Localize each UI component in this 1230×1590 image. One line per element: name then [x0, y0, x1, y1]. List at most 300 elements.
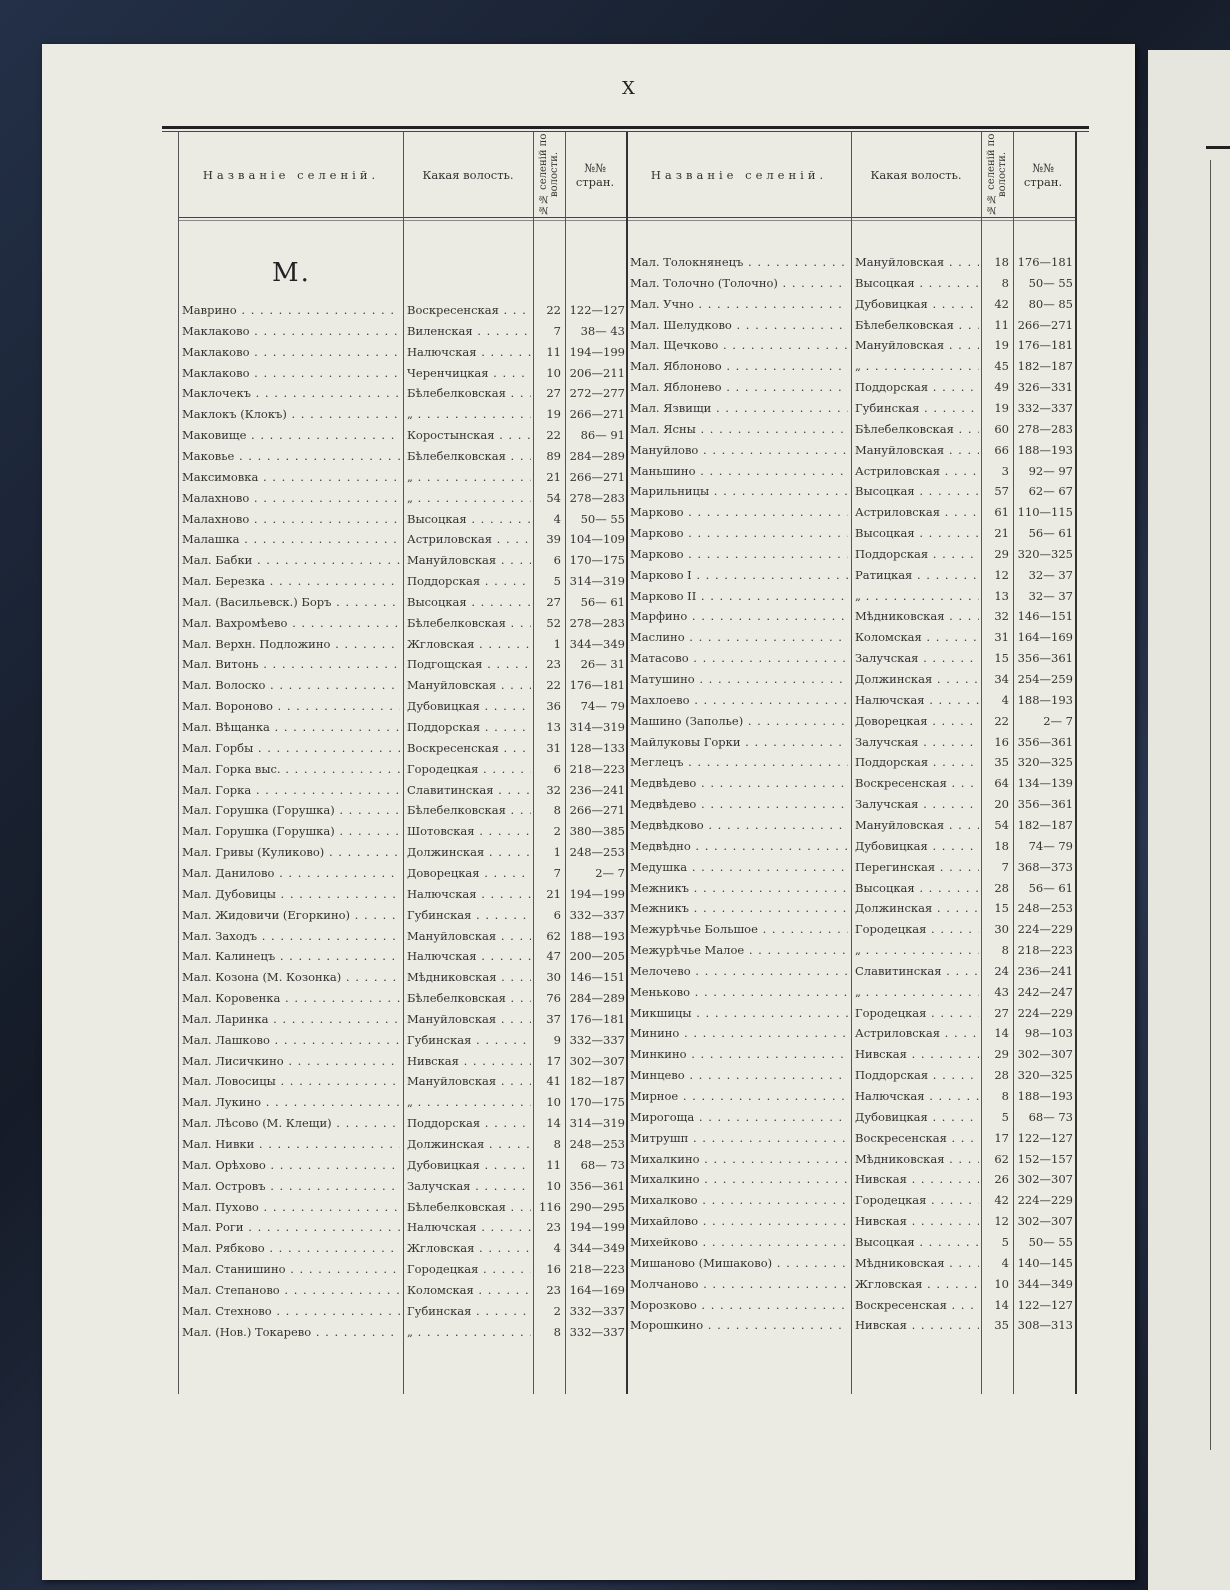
- page-range: 224—229: [1017, 922, 1073, 937]
- page-range: 164—169: [1017, 630, 1073, 645]
- village-number: 8: [1001, 943, 1009, 958]
- volost-name: Славитинская . . .: [855, 961, 979, 981]
- volost-name: Мануйловская . . .: [407, 926, 531, 946]
- volost-name: Залучская . . .: [855, 732, 979, 752]
- page-range: 26— 31: [580, 657, 625, 672]
- volost-name: Жгловская . . .: [855, 1274, 979, 1294]
- left-table-row: [178, 1155, 626, 1175]
- page-range: 302—307: [1017, 1214, 1073, 1229]
- volost-name: Воскресенская . . .: [855, 773, 979, 793]
- left-table-row: [178, 550, 626, 570]
- right-table-row: [626, 940, 1074, 960]
- village-number: 36: [546, 699, 561, 714]
- volost-name: Мануйловская . . .: [407, 550, 531, 570]
- left-table-row: [178, 529, 626, 549]
- page-range: 314—319: [569, 1116, 625, 1131]
- village-name: Максимовка . . .: [182, 467, 400, 487]
- page-range: 218—223: [569, 1262, 625, 1277]
- village-number: 8: [553, 803, 561, 818]
- right-table-row: [626, 1086, 1074, 1106]
- right-table-row: [626, 1274, 1074, 1294]
- village-number: 28: [994, 880, 1009, 895]
- right-table-row: [626, 502, 1074, 522]
- village-name: Михайлово . . .: [630, 1211, 848, 1231]
- left-table-row: [178, 1071, 626, 1091]
- right-table-row: [626, 648, 1074, 668]
- left-table-row: [178, 738, 626, 758]
- village-number: 3: [1001, 463, 1009, 478]
- page-range: 32— 37: [1028, 588, 1073, 603]
- village-number: 19: [994, 338, 1009, 353]
- village-number: 62: [994, 1151, 1009, 1166]
- left-table-row: [178, 425, 626, 445]
- volost-name: Нивская . . .: [407, 1051, 531, 1071]
- volost-name: Бѣлебелковская . . .: [855, 315, 979, 335]
- volost-name: Мѣдниковская . . .: [855, 1253, 979, 1273]
- left-table-row: [178, 1092, 626, 1112]
- village-number: 22: [546, 303, 561, 317]
- page-range: 74— 79: [1028, 838, 1073, 853]
- volost-name: Славитинская . . .: [407, 780, 531, 800]
- village-number: 35: [994, 755, 1009, 770]
- right-table-row: [626, 586, 1074, 606]
- page-range: 86— 91: [580, 428, 625, 443]
- left-table-row: [178, 1238, 626, 1258]
- village-name: Махлоево . . .: [630, 690, 848, 710]
- village-number: 1: [553, 636, 561, 651]
- village-name: Меглецъ . . .: [630, 752, 848, 772]
- village-name: Минкино . . .: [630, 1044, 848, 1064]
- village-number: 27: [546, 594, 561, 609]
- village-name: Малашка . . .: [182, 529, 400, 549]
- village-number: 52: [546, 615, 561, 630]
- page-range: 278—283: [569, 615, 625, 630]
- village-number: 4: [553, 1241, 561, 1256]
- volost-name: Дубовицкая . . .: [855, 1107, 979, 1127]
- village-number: 11: [546, 344, 561, 359]
- village-name: Мал. Орѣхово . . .: [182, 1155, 400, 1175]
- village-number: 8: [553, 1324, 561, 1339]
- volost-name: Залучская . . .: [407, 1176, 531, 1196]
- page-range: 68— 73: [1028, 1109, 1073, 1124]
- page-range: 332—337: [569, 1324, 625, 1339]
- page-range: 320—325: [1017, 755, 1073, 770]
- header-num-right: №№ селеній по волости.: [986, 133, 1008, 216]
- village-name: Матасово . . .: [630, 648, 848, 668]
- village-name: Марильницы . . .: [630, 481, 848, 501]
- column-line-right: [1075, 132, 1077, 1394]
- volost-name: „ . . .: [855, 586, 979, 606]
- page-range: 356—361: [1017, 797, 1073, 812]
- village-name: Михейково . . .: [630, 1232, 848, 1252]
- volost-name: Мѣдниковская . . .: [855, 606, 979, 626]
- page-range: 74— 79: [580, 699, 625, 714]
- page-range: 38— 43: [580, 323, 625, 338]
- volost-name: Городецкая . . .: [407, 759, 531, 779]
- village-number: 31: [546, 740, 561, 755]
- village-number: 116: [539, 1199, 561, 1214]
- village-name: Михалкино . . .: [630, 1169, 848, 1189]
- left-table-row: [178, 717, 626, 737]
- village-name: Мал. (Васильевск.) Боръ . . .: [182, 592, 400, 612]
- village-number: 10: [546, 365, 561, 380]
- right-table-row: [626, 1295, 1074, 1315]
- left-table-row: [178, 696, 626, 716]
- volost-name: Астриловская . . .: [855, 1023, 979, 1043]
- page-range: 356—361: [569, 1178, 625, 1193]
- village-name: Маньшино . . .: [630, 461, 848, 481]
- volost-name: „ . . .: [407, 488, 531, 508]
- village-number: 24: [994, 963, 1009, 978]
- village-name: Мелочево . . .: [630, 961, 848, 981]
- volost-name: Должинская . . .: [407, 1134, 531, 1154]
- village-number: 19: [546, 407, 561, 422]
- village-name: Мал. Березка . . .: [182, 571, 400, 591]
- village-number: 8: [1001, 1089, 1009, 1103]
- village-name: Марково . . .: [630, 523, 848, 543]
- volost-name: Доворецкая . . .: [407, 863, 531, 883]
- right-table-row: [626, 356, 1074, 376]
- village-name: Мал. Гривы (Куликово) . . .: [182, 842, 400, 862]
- village-number: 42: [994, 296, 1009, 311]
- page-range: 248—253: [569, 1137, 625, 1151]
- left-table-row: [178, 1259, 626, 1279]
- right-table-row: [626, 1169, 1074, 1189]
- village-number: 34: [994, 672, 1009, 686]
- right-table-row: [626, 752, 1074, 772]
- village-number: 89: [546, 448, 561, 463]
- page-range: 32— 37: [1028, 567, 1073, 582]
- volost-name: Коростынская . . .: [407, 425, 531, 445]
- left-table-row: [178, 1322, 626, 1342]
- volost-name: Налючская . . .: [407, 946, 531, 966]
- left-table-row: [178, 1301, 626, 1321]
- village-name: Марково . . .: [630, 544, 848, 564]
- village-name: Минино . . .: [630, 1023, 848, 1043]
- village-name: Мал. Степаново . . .: [182, 1280, 400, 1300]
- header-pages-left: №№ стран.: [575, 160, 615, 189]
- page-range: 50— 55: [580, 511, 625, 526]
- header-volost-left: Какая волость.: [422, 167, 514, 182]
- village-number: 7: [553, 323, 561, 338]
- left-table-row: [178, 967, 626, 987]
- village-name: Мал. Вѣщанка . . .: [182, 717, 400, 737]
- right-table-row: [626, 1128, 1074, 1148]
- village-number: 20: [994, 797, 1009, 812]
- village-name: Маковище . . .: [182, 425, 400, 445]
- village-number: 6: [553, 553, 561, 568]
- right-table-row: [626, 836, 1074, 856]
- page-range: 320—325: [1017, 546, 1073, 561]
- village-number: 47: [546, 949, 561, 964]
- village-name: Мал. Горка . . .: [182, 780, 400, 800]
- village-number: 21: [546, 469, 561, 484]
- page-range: 344—349: [1017, 1276, 1073, 1291]
- page-range: 146—151: [569, 970, 625, 985]
- volost-name: Поддорская . . .: [855, 1065, 979, 1085]
- volost-name: Высоцкая . . .: [407, 509, 531, 529]
- village-name: Мал. Язвищи . . .: [630, 398, 848, 418]
- volost-name: Бѣлебелковская . . .: [855, 419, 979, 439]
- village-name: Мал. Толочно (Толочно) . . .: [630, 273, 848, 293]
- page-range: 344—349: [569, 1241, 625, 1256]
- page-range: 110—115: [1017, 505, 1073, 520]
- village-name: Мал. Ларинка . . .: [182, 1009, 400, 1029]
- right-table-row: [626, 294, 1074, 314]
- volost-name: Поддорская . . .: [855, 377, 979, 397]
- village-name: Маклаково . . .: [182, 363, 400, 383]
- page-range: 182—187: [569, 1074, 625, 1089]
- right-table-row: [626, 1023, 1074, 1043]
- right-table-row: [626, 711, 1074, 731]
- volost-name: Высоцкая . . .: [855, 878, 979, 898]
- left-table-row: [178, 613, 626, 633]
- page-range: 344—349: [569, 636, 625, 651]
- volost-name: Перегинская . . .: [855, 857, 979, 877]
- page-range: 326—331: [1017, 380, 1073, 395]
- page-range: 308—313: [1017, 1318, 1073, 1333]
- volost-name: Мануйловская . . .: [407, 675, 531, 695]
- village-name: Малахново . . .: [182, 509, 400, 529]
- village-name: Мал. Жидовичи (Егоркино) . . .: [182, 905, 400, 925]
- volost-name: Доворецкая . . .: [855, 711, 979, 731]
- right-table-row: [626, 606, 1074, 626]
- right-table-row: [626, 377, 1074, 397]
- page-range: 254—259: [1017, 672, 1073, 686]
- village-name: Мал. Заходъ . . .: [182, 926, 400, 946]
- village-number: 9: [553, 1032, 561, 1047]
- village-name: Мануйлово . . .: [630, 440, 848, 460]
- village-name: Маклаково . . .: [182, 342, 400, 362]
- page-range: 128—133: [569, 740, 625, 755]
- right-table-row: [626, 1065, 1074, 1085]
- village-number: 13: [546, 720, 561, 734]
- page-range: 92— 97: [1028, 463, 1073, 478]
- village-name: Морошкино . . .: [630, 1315, 848, 1335]
- page-range: 50— 55: [1028, 1234, 1073, 1249]
- left-table-row: [178, 1113, 626, 1133]
- page-range: 266—271: [569, 469, 625, 484]
- village-name: Межникъ . . .: [630, 898, 848, 918]
- volost-name: Поддорская . . .: [407, 571, 531, 591]
- volost-name: Черенчицкая . . .: [407, 363, 531, 383]
- page-range: 176—181: [1017, 338, 1073, 353]
- page-range: 62— 67: [1028, 484, 1073, 499]
- village-number: 41: [546, 1074, 561, 1089]
- volost-name: Дубовицкая . . .: [855, 294, 979, 314]
- volost-name: Губинская . . .: [407, 905, 531, 925]
- header-num-left: №№ селеній по волости.: [538, 133, 560, 216]
- left-table-row: [178, 988, 626, 1008]
- left-table-row: [178, 571, 626, 591]
- left-table-row: [178, 842, 626, 862]
- volost-name: Мануйловская . . .: [855, 440, 979, 460]
- village-number: 11: [546, 1157, 561, 1172]
- volost-name: „ . . .: [407, 404, 531, 424]
- village-name: Марково . . .: [630, 502, 848, 522]
- village-name: Михалково . . .: [630, 1190, 848, 1210]
- volost-name: Поддорская . . .: [855, 752, 979, 772]
- volost-name: Коломская . . .: [855, 627, 979, 647]
- volost-name: Бѣлебелковская . . .: [407, 613, 531, 633]
- page-range: 98—103: [1024, 1026, 1073, 1041]
- volost-name: Городецкая . . .: [855, 1190, 979, 1210]
- village-number: 27: [994, 1005, 1009, 1020]
- right-table-row: [626, 1149, 1074, 1169]
- village-name: Мал. (Нов.) Токарево . . .: [182, 1322, 400, 1342]
- volost-name: Подгощская . . .: [407, 654, 531, 674]
- volost-name: Городецкая . . .: [407, 1259, 531, 1279]
- left-table-row: [178, 634, 626, 654]
- village-name: Мал. Вахромѣево . . .: [182, 613, 400, 633]
- left-table-row: [178, 1197, 626, 1217]
- village-number: 5: [1001, 1109, 1009, 1124]
- page-range: 224—229: [1017, 1193, 1073, 1208]
- village-name: Машино (Заполье) . . .: [630, 711, 848, 731]
- volost-name: „ . . .: [407, 467, 531, 487]
- page-range: 146—151: [1017, 609, 1073, 624]
- village-name: Мал. Лукино . . .: [182, 1092, 400, 1112]
- village-number: 7: [553, 865, 561, 880]
- volost-name: Городецкая . . .: [855, 919, 979, 939]
- page-range: 56— 61: [1028, 880, 1073, 895]
- volost-name: Мануйловская . . .: [855, 335, 979, 355]
- village-name: Мал. Волоско . . .: [182, 675, 400, 695]
- left-table-row: [178, 863, 626, 883]
- volost-name: Налючская . . .: [407, 884, 531, 904]
- left-table-row: [178, 821, 626, 841]
- village-number: 76: [546, 991, 561, 1006]
- volost-name: Губинская . . .: [407, 1301, 531, 1321]
- volost-name: Бѣлебелковская . . .: [407, 800, 531, 820]
- left-table-row: [178, 1009, 626, 1029]
- village-number: 30: [546, 970, 561, 985]
- village-name: Мал. Горушка (Горушка) . . .: [182, 821, 400, 841]
- volost-name: Высоцкая . . .: [855, 481, 979, 501]
- volost-name: Жгловская . . .: [407, 634, 531, 654]
- right-table-row: [626, 273, 1074, 293]
- right-table-row: [626, 794, 1074, 814]
- left-table-row: [178, 509, 626, 529]
- right-table-row: [626, 961, 1074, 981]
- right-table-row: [626, 1190, 1074, 1210]
- village-name: Медвѣдно . . .: [630, 836, 848, 856]
- village-number: 12: [994, 1214, 1009, 1229]
- page-range: 2— 7: [1043, 713, 1073, 728]
- village-name: Маковье . . .: [182, 446, 400, 466]
- page-range: 368—373: [1017, 859, 1073, 874]
- volost-name: Высоцкая . . .: [855, 1232, 979, 1252]
- right-table-row: [626, 461, 1074, 481]
- left-table-row: [178, 1280, 626, 1300]
- left-table-row: [178, 1217, 626, 1237]
- page-range: 164—169: [569, 1282, 625, 1297]
- village-name: Мал. Пухово . . .: [182, 1197, 400, 1217]
- right-table-row: [626, 565, 1074, 585]
- village-name: Медвѣдево . . .: [630, 794, 848, 814]
- village-name: Меньково . . .: [630, 982, 848, 1002]
- page-range: 284—289: [569, 991, 625, 1006]
- page-range: 194—199: [569, 1220, 625, 1235]
- right-table-row: [626, 982, 1074, 1002]
- left-table-row: [178, 905, 626, 925]
- volost-name: Поддорская . . .: [407, 717, 531, 737]
- left-table-row: [178, 300, 626, 320]
- village-name: Мал. Бабки . . .: [182, 550, 400, 570]
- volost-name: Мануйловская . . .: [407, 1009, 531, 1029]
- volost-name: Воскресенская . . .: [407, 738, 531, 758]
- page-range: 302—307: [1017, 1047, 1073, 1062]
- right-table-row: [626, 1315, 1074, 1335]
- village-name: Мал. Ловосицы . . .: [182, 1071, 400, 1091]
- village-number: 17: [994, 1130, 1009, 1145]
- village-name: Мал. Стехново . . .: [182, 1301, 400, 1321]
- page-range: 80— 85: [1028, 296, 1073, 311]
- village-number: 35: [994, 1318, 1009, 1333]
- left-table-row: [178, 926, 626, 946]
- left-table-row: [178, 759, 626, 779]
- right-table-row: [626, 335, 1074, 355]
- page-range: 236—241: [569, 782, 625, 797]
- village-name: Медвѣдево . . .: [630, 773, 848, 793]
- village-number: 23: [546, 657, 561, 672]
- page-range: 2— 7: [595, 865, 625, 880]
- volost-name: „ . . .: [407, 1322, 531, 1342]
- page-range: 332—337: [569, 1032, 625, 1047]
- village-name: Мал. Дубовицы . . .: [182, 884, 400, 904]
- village-number: 54: [546, 490, 561, 505]
- volost-name: Астриловская . . .: [407, 529, 531, 549]
- right-table-row: [626, 1232, 1074, 1252]
- page-range: 176—181: [569, 1011, 625, 1026]
- page-range: 188—193: [1017, 1089, 1073, 1103]
- page-range: 236—241: [1017, 963, 1073, 978]
- village-name: Маклаково . . .: [182, 321, 400, 341]
- right-table-row: [626, 1003, 1074, 1023]
- village-name: Марфино . . .: [630, 606, 848, 626]
- page-range: 356—361: [1017, 734, 1073, 749]
- village-name: Мал. Горбы . . .: [182, 738, 400, 758]
- left-table-row: [178, 446, 626, 466]
- top-rule: [162, 126, 1089, 129]
- page-range: 188—193: [569, 928, 625, 943]
- village-number: 22: [994, 713, 1009, 728]
- right-table-row: [626, 898, 1074, 918]
- village-number: 26: [994, 1172, 1009, 1187]
- right-table-row: [626, 627, 1074, 647]
- right-table-row: [626, 252, 1074, 272]
- page-range: 206—211: [569, 365, 625, 380]
- village-number: 32: [546, 782, 561, 797]
- village-name: Мал. Шелудково . . .: [630, 315, 848, 335]
- village-number: 45: [994, 359, 1009, 374]
- volost-name: Дубовицкая . . .: [407, 696, 531, 716]
- page-range: 194—199: [569, 886, 625, 901]
- volost-name: Воскресенская . . .: [855, 1128, 979, 1148]
- right-table-row: [626, 481, 1074, 501]
- right-table-row: [626, 1211, 1074, 1231]
- village-number: 61: [994, 505, 1009, 520]
- right-table-row: [626, 669, 1074, 689]
- volost-name: Городецкая . . .: [855, 1003, 979, 1023]
- volost-name: Залучская . . .: [855, 648, 979, 668]
- village-name: Молчаново . . .: [630, 1274, 848, 1294]
- page-range: 56— 61: [580, 594, 625, 609]
- volost-name: Бѣлебелковская . . .: [407, 446, 531, 466]
- village-number: 22: [546, 428, 561, 443]
- volost-name: Высоцкая . . .: [407, 592, 531, 612]
- left-table-row: [178, 654, 626, 674]
